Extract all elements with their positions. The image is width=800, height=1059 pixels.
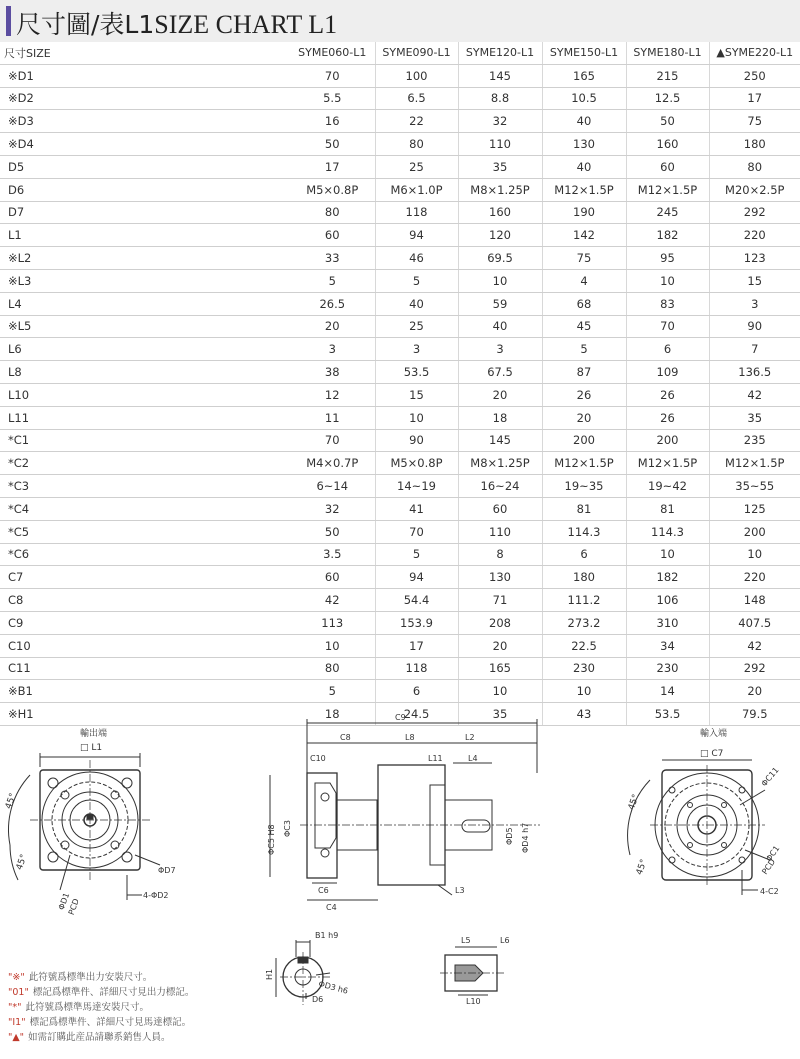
- table-cell: 3: [709, 292, 800, 315]
- row-label: *C1: [0, 429, 290, 452]
- l8-label: L8: [405, 733, 415, 742]
- table-cell: M4×0.7P: [290, 452, 375, 475]
- table-cell: 80: [709, 155, 800, 178]
- row-label: L4: [0, 292, 290, 315]
- table-cell: 10: [626, 543, 709, 566]
- table-cell: 215: [626, 64, 709, 87]
- table-cell: 19~35: [542, 475, 626, 498]
- table-cell: 22.5: [542, 634, 626, 657]
- row-label: *C4: [0, 497, 290, 520]
- table-cell: 80: [375, 133, 458, 156]
- footnote-item: "01" 標記爲標準件、詳細尺寸見出力標記。: [8, 987, 195, 998]
- column-header: SYME090-L1: [375, 42, 458, 64]
- row-label: ※L2: [0, 247, 290, 270]
- table-row: [0, 292, 800, 315]
- table-cell: 20: [709, 680, 800, 703]
- table-cell: 90: [375, 429, 458, 452]
- l5-label: L5: [461, 936, 471, 945]
- table-cell: 130: [458, 566, 542, 589]
- table-cell: 10: [542, 680, 626, 703]
- output-end-view: [4, 727, 176, 916]
- table-cell: 245: [626, 201, 709, 224]
- table-cell: 25: [375, 155, 458, 178]
- table-cell: 5.5: [290, 87, 375, 110]
- table-cell: 26: [626, 406, 709, 429]
- table-cell: 118: [375, 201, 458, 224]
- table-cell: 25: [375, 315, 458, 338]
- table-row: [0, 315, 800, 338]
- c11-label: ΦC11: [759, 765, 781, 789]
- c6-label: C6: [318, 886, 329, 895]
- table-cell: M5×0.8P: [375, 452, 458, 475]
- column-header: SYME150-L1: [542, 42, 626, 64]
- row-label: ※B1: [0, 680, 290, 703]
- table-row: [0, 247, 800, 270]
- table-cell: 120: [458, 224, 542, 247]
- table-cell: 70: [626, 315, 709, 338]
- row-label: *C2: [0, 452, 290, 475]
- table-cell: 71: [458, 589, 542, 612]
- table-cell: 35~55: [709, 475, 800, 498]
- input-end-label: 輸入端: [700, 729, 728, 739]
- table-row: [0, 429, 800, 452]
- table-cell: 40: [375, 292, 458, 315]
- table-cell: 16: [290, 110, 375, 133]
- input-end-view: [627, 727, 782, 896]
- row-label: ※D3: [0, 110, 290, 133]
- table-cell: 75: [709, 110, 800, 133]
- table-cell: 12.5: [626, 87, 709, 110]
- table-cell: 20: [458, 383, 542, 406]
- row-label: D5: [0, 155, 290, 178]
- table-cell: 4: [542, 269, 626, 292]
- table-row: [0, 87, 800, 110]
- shaft-section-detail: [265, 931, 510, 1006]
- table-cell: 38: [290, 361, 375, 384]
- table-cell: 67.5: [458, 361, 542, 384]
- table-row: [0, 338, 800, 361]
- table-cell: M12×1.5P: [542, 452, 626, 475]
- table-cell: 10: [290, 634, 375, 657]
- table-cell: 32: [458, 110, 542, 133]
- table-cell: 125: [709, 497, 800, 520]
- pcd-label: PCD: [66, 897, 81, 917]
- d7-label: ΦD7: [158, 866, 176, 875]
- table-cell: 153.9: [375, 611, 458, 634]
- table-cell: 111.2: [542, 589, 626, 612]
- c9-label: C9: [395, 713, 406, 722]
- table-cell: 123: [709, 247, 800, 270]
- table-cell: 60: [626, 155, 709, 178]
- table-cell: M12×1.5P: [709, 452, 800, 475]
- table-row: [0, 269, 800, 292]
- table-cell: 180: [709, 133, 800, 156]
- table-cell: 20: [542, 406, 626, 429]
- table-cell: 6.5: [375, 87, 458, 110]
- row-label: C8: [0, 589, 290, 612]
- table-cell: 182: [626, 224, 709, 247]
- title-chinese: 尺寸圖/表L1: [16, 10, 155, 39]
- footnote-item: "I1" 標記爲標準件、詳細尺寸見馬達標記。: [8, 1017, 192, 1028]
- footnote-item: "※" 此符號爲標準出力安裝尺寸。: [8, 972, 153, 983]
- table-cell: M5×0.8P: [290, 178, 375, 201]
- table-cell: 75: [542, 247, 626, 270]
- row-label: C7: [0, 566, 290, 589]
- table-row: [0, 64, 800, 87]
- table-cell: 94: [375, 566, 458, 589]
- table-cell: 70: [290, 429, 375, 452]
- d6-label: D6: [312, 995, 324, 1004]
- size-chart-table: [0, 42, 800, 726]
- table-row: [0, 680, 800, 703]
- table-cell: 26: [626, 383, 709, 406]
- column-header: 尺寸SIZE: [0, 42, 290, 64]
- table-cell: 310: [626, 611, 709, 634]
- table-cell: 24.5: [375, 703, 458, 726]
- table-cell: 45: [542, 315, 626, 338]
- table-cell: 79.5: [709, 703, 800, 726]
- table-row: [0, 133, 800, 156]
- table-cell: 94: [375, 224, 458, 247]
- table-cell: 80: [290, 201, 375, 224]
- table-cell: 40: [542, 155, 626, 178]
- column-header: SYME060-L1: [290, 42, 375, 64]
- title-english: SIZE CHART L1: [154, 10, 338, 39]
- c3-label: ΦC3: [283, 820, 292, 837]
- table-cell: 118: [375, 657, 458, 680]
- table-cell: 18: [458, 406, 542, 429]
- table-cell: 10: [458, 269, 542, 292]
- table-cell: 35: [458, 703, 542, 726]
- table-cell: 3: [375, 338, 458, 361]
- table-cell: 19~42: [626, 475, 709, 498]
- angle-45-label: 45°: [14, 853, 30, 872]
- c4-label: C4: [326, 903, 337, 912]
- motor-flange: [307, 773, 337, 878]
- table-row: [0, 178, 800, 201]
- footnote-item: "▲" 如需訂購此産品請聯系銷售人員。: [8, 1032, 171, 1043]
- table-cell: 87: [542, 361, 626, 384]
- table-row: [0, 543, 800, 566]
- row-label: D7: [0, 201, 290, 224]
- table-row: [0, 201, 800, 224]
- table-cell: 208: [458, 611, 542, 634]
- row-label: C10: [0, 634, 290, 657]
- table-cell: 22: [375, 110, 458, 133]
- table-cell: 220: [709, 224, 800, 247]
- table-cell: 5: [542, 338, 626, 361]
- row-label: ※H1: [0, 703, 290, 726]
- table-cell: 81: [542, 497, 626, 520]
- table-row: [0, 452, 800, 475]
- row-label: C11: [0, 657, 290, 680]
- table-cell: 35: [709, 406, 800, 429]
- table-cell: M6×1.0P: [375, 178, 458, 201]
- row-label: *C3: [0, 475, 290, 498]
- l3-label: L3: [455, 886, 465, 895]
- title-accent-bar: [6, 6, 11, 36]
- table-cell: 106: [626, 589, 709, 612]
- page-title: [16, 5, 337, 41]
- table-cell: 200: [626, 429, 709, 452]
- table-cell: 53.5: [375, 361, 458, 384]
- table-cell: 407.5: [709, 611, 800, 634]
- table-cell: 165: [458, 657, 542, 680]
- table-cell: 83: [626, 292, 709, 315]
- c5-label: ΦC5 H8: [267, 824, 276, 855]
- c10-label: C10: [310, 754, 326, 763]
- c8-label: C8: [340, 733, 351, 742]
- output-end-label: 輸出端: [80, 729, 108, 739]
- table-cell: 53.5: [626, 703, 709, 726]
- side-view: [267, 713, 540, 912]
- table-cell: 18: [290, 703, 375, 726]
- table-cell: 180: [542, 566, 626, 589]
- table-cell: 12: [290, 383, 375, 406]
- b1-label: B1 h9: [315, 931, 339, 940]
- row-label: L8: [0, 361, 290, 384]
- h1-label: H1: [265, 968, 274, 980]
- table-cell: 182: [626, 566, 709, 589]
- table-cell: 6: [626, 338, 709, 361]
- l6-label: L6: [500, 936, 510, 945]
- row-label: D6: [0, 178, 290, 201]
- table-cell: 60: [290, 566, 375, 589]
- table-cell: 8: [458, 543, 542, 566]
- d1-label: ΦD1: [56, 891, 72, 912]
- table-cell: 20: [290, 315, 375, 338]
- footnote-item: "*" 此符號爲標準馬達安裝尺寸。: [8, 1002, 150, 1013]
- table-cell: 160: [626, 133, 709, 156]
- table-row: [0, 657, 800, 680]
- table-cell: 10: [626, 269, 709, 292]
- row-label: ※D4: [0, 133, 290, 156]
- d4-label: ΦD4 h7: [521, 822, 530, 853]
- table-cell: 100: [375, 64, 458, 87]
- table-cell: 26: [542, 383, 626, 406]
- table-cell: 10.5: [542, 87, 626, 110]
- row-label: *C5: [0, 520, 290, 543]
- c1-label: ΦC1: [764, 844, 782, 864]
- table-cell: 70: [375, 520, 458, 543]
- table-cell: 80: [290, 657, 375, 680]
- l11-label: L11: [428, 754, 443, 763]
- pcd2-label: PCD: [760, 857, 778, 877]
- table-cell: 35: [458, 155, 542, 178]
- c7-label: □ C7: [700, 749, 724, 759]
- table-cell: 109: [626, 361, 709, 384]
- angle-45-label: 45°: [634, 858, 650, 877]
- table-cell: M8×1.25P: [458, 452, 542, 475]
- column-header: SYME180-L1: [626, 42, 709, 64]
- table-cell: 60: [458, 497, 542, 520]
- row-label: C9: [0, 611, 290, 634]
- table-cell: 145: [458, 429, 542, 452]
- table-cell: 292: [709, 201, 800, 224]
- table-cell: 17: [375, 634, 458, 657]
- table-cell: 3.5: [290, 543, 375, 566]
- table-cell: 5: [290, 680, 375, 703]
- d3-label: ΦD3 h6: [317, 979, 350, 996]
- footnotes: [8, 970, 194, 1045]
- table-cell: M12×1.5P: [626, 178, 709, 201]
- column-header: SYME120-L1: [458, 42, 542, 64]
- table-row: [0, 406, 800, 429]
- table-row: [0, 475, 800, 498]
- table-cell: 230: [626, 657, 709, 680]
- table-cell: 145: [458, 64, 542, 87]
- table-cell: 3: [458, 338, 542, 361]
- l10-label: L10: [466, 997, 481, 1006]
- table-cell: 5: [290, 269, 375, 292]
- table-cell: 59: [458, 292, 542, 315]
- table-cell: 3: [290, 338, 375, 361]
- table-cell: 16~24: [458, 475, 542, 498]
- d5-label: ΦD5: [505, 827, 514, 845]
- table-row: [0, 611, 800, 634]
- row-label: ※D2: [0, 87, 290, 110]
- table-cell: 41: [375, 497, 458, 520]
- table-cell: 142: [542, 224, 626, 247]
- table-row: [0, 634, 800, 657]
- table-cell: 200: [542, 429, 626, 452]
- row-label: ※L5: [0, 315, 290, 338]
- table-cell: 34: [626, 634, 709, 657]
- table-cell: 6~14: [290, 475, 375, 498]
- table-cell: 5: [375, 543, 458, 566]
- table-cell: 7: [709, 338, 800, 361]
- table-cell: 15: [709, 269, 800, 292]
- row-label: L6: [0, 338, 290, 361]
- table-cell: M20×2.5P: [709, 178, 800, 201]
- table-cell: 50: [290, 133, 375, 156]
- table-cell: 50: [290, 520, 375, 543]
- table-row: [0, 383, 800, 406]
- table-cell: 32: [290, 497, 375, 520]
- row-label: ※L3: [0, 269, 290, 292]
- table-cell: 46: [375, 247, 458, 270]
- table-cell: 190: [542, 201, 626, 224]
- table-cell: 42: [709, 634, 800, 657]
- angle-45-label: 45°: [3, 792, 19, 811]
- table-cell: 81: [626, 497, 709, 520]
- table-cell: 273.2: [542, 611, 626, 634]
- table-cell: 17: [709, 87, 800, 110]
- table-cell: 165: [542, 64, 626, 87]
- table-row: [0, 589, 800, 612]
- table-cell: 14: [626, 680, 709, 703]
- table-cell: 235: [709, 429, 800, 452]
- table-cell: 220: [709, 566, 800, 589]
- table-cell: M12×1.5P: [542, 178, 626, 201]
- table-cell: 10: [458, 680, 542, 703]
- table-cell: 10: [709, 543, 800, 566]
- table-cell: 130: [542, 133, 626, 156]
- table-cell: 160: [458, 201, 542, 224]
- table-header-row: [0, 42, 800, 64]
- table-cell: 42: [709, 383, 800, 406]
- table-cell: 95: [626, 247, 709, 270]
- table-cell: 11: [290, 406, 375, 429]
- table-cell: 110: [458, 520, 542, 543]
- table-cell: 148: [709, 589, 800, 612]
- table-row: [0, 520, 800, 543]
- column-header: ▲SYME220-L1: [709, 42, 800, 64]
- table-cell: 60: [290, 224, 375, 247]
- table-cell: 20: [458, 634, 542, 657]
- table-cell: M8×1.25P: [458, 178, 542, 201]
- table-cell: 26.5: [290, 292, 375, 315]
- table-cell: 68: [542, 292, 626, 315]
- table-cell: 5: [375, 269, 458, 292]
- l4-label: L4: [468, 754, 478, 763]
- table-cell: 50: [626, 110, 709, 133]
- table-row: [0, 155, 800, 178]
- table-cell: 6: [542, 543, 626, 566]
- c2-label: 4-C2: [760, 887, 779, 896]
- table-cell: 136.5: [709, 361, 800, 384]
- table-cell: 43: [542, 703, 626, 726]
- table-cell: 69.5: [458, 247, 542, 270]
- table-cell: 200: [709, 520, 800, 543]
- table-row: [0, 361, 800, 384]
- table-row: [0, 110, 800, 133]
- table-cell: 250: [709, 64, 800, 87]
- table-cell: 17: [290, 155, 375, 178]
- table-cell: 113: [290, 611, 375, 634]
- table-cell: 40: [542, 110, 626, 133]
- table-cell: 14~19: [375, 475, 458, 498]
- table-cell: 90: [709, 315, 800, 338]
- table-cell: 15: [375, 383, 458, 406]
- table-cell: 230: [542, 657, 626, 680]
- table-row: [0, 224, 800, 247]
- page-header: [0, 0, 800, 42]
- d2-label: 4-ΦD2: [143, 891, 169, 900]
- table-cell: 114.3: [542, 520, 626, 543]
- row-label: *C6: [0, 543, 290, 566]
- table-cell: 292: [709, 657, 800, 680]
- l1-label: □ L1: [80, 743, 103, 753]
- table-cell: 54.4: [375, 589, 458, 612]
- row-label: L11: [0, 406, 290, 429]
- table-cell: 10: [375, 406, 458, 429]
- table-cell: M12×1.5P: [626, 452, 709, 475]
- table-cell: 8.8: [458, 87, 542, 110]
- row-label: ※D1: [0, 64, 290, 87]
- table-row: [0, 566, 800, 589]
- table-cell: 114.3: [626, 520, 709, 543]
- table-cell: 6: [375, 680, 458, 703]
- table-row: [0, 497, 800, 520]
- row-label: L1: [0, 224, 290, 247]
- angle-45-label: 45°: [626, 793, 642, 812]
- table-cell: 33: [290, 247, 375, 270]
- table-cell: 42: [290, 589, 375, 612]
- table-cell: 110: [458, 133, 542, 156]
- l2-label: L2: [465, 733, 475, 742]
- row-label: L10: [0, 383, 290, 406]
- table-cell: 70: [290, 64, 375, 87]
- table-cell: 40: [458, 315, 542, 338]
